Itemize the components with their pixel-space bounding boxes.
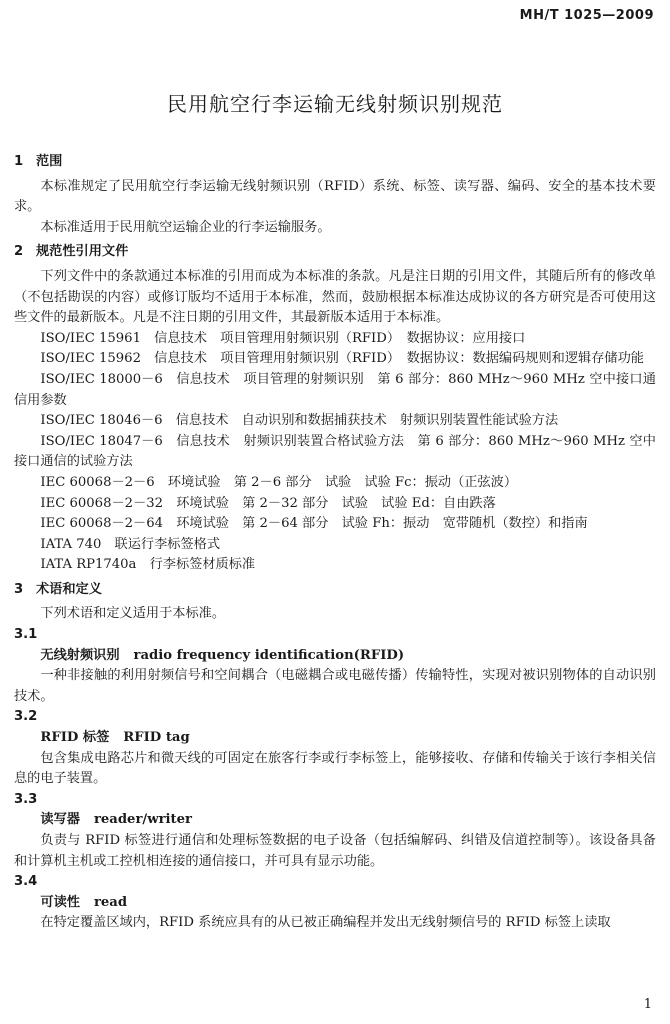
term-heading bbox=[14, 646, 656, 667]
term-english: RFID tag bbox=[123, 730, 190, 746]
term-chinese: 无线射频识别 bbox=[40, 647, 120, 663]
document-title: 民用航空行李运输无线射频识别规范 bbox=[167, 92, 503, 116]
section-heading-scope bbox=[14, 152, 656, 173]
reference-item: ISO/IEC 18046－6 信息技术 自动识别和数据捕获技术 射频识别装置性能试验方法 bbox=[40, 413, 559, 429]
document-body bbox=[14, 148, 656, 934]
paragraph: 下列术语和定义适用于本标准。 bbox=[40, 606, 226, 622]
paragraph: 本标准规定了民用航空行李运输无线射频识别（RFID）系统、标签、读写器、编码、安全的基本技术要求。 bbox=[14, 178, 656, 215]
term-chinese: 可读性 bbox=[40, 894, 80, 910]
term-heading bbox=[14, 728, 656, 749]
term-heading bbox=[14, 893, 656, 914]
term-number: 3.4 bbox=[14, 874, 38, 890]
term-chinese: 读写器 bbox=[40, 812, 80, 828]
term-heading bbox=[14, 810, 656, 831]
section-title: 术语和定义 bbox=[36, 581, 102, 597]
section-heading-terms-and-definitions bbox=[14, 580, 656, 601]
reference-item: IATA RP1740a 行李标签材质标准 bbox=[40, 557, 256, 573]
section-heading-normative-references bbox=[14, 242, 656, 263]
term-english: reader/writer bbox=[93, 812, 192, 828]
section-number: 3 bbox=[14, 581, 24, 597]
term-definition: 包含集成电路芯片和微天线的可固定在旅客行李或行李标签上，能够接收、存储和传输关于该行李相关信息的电子装置。 bbox=[14, 750, 656, 787]
reference-item: IEC 60068－2－64 环境试验 第 2－64 部分 试验 Fh：振动 宽带随机（数控）和指南 bbox=[40, 516, 588, 532]
reference-item: ISO/IEC 15961 信息技术 项目管理用射频识别（RFID） 数据协议：应用接口 bbox=[40, 330, 526, 346]
reference-item: IEC 60068－2－32 环境试验 第 2－32 部分 试验 试验 Ed：自由跌落 bbox=[40, 495, 496, 511]
term-chinese: RFID 标签 bbox=[40, 730, 110, 746]
section-title: 范围 bbox=[36, 154, 63, 169]
term-number: 3.1 bbox=[14, 627, 38, 643]
reference-item: IATA 740 联运行李标签格式 bbox=[40, 536, 221, 552]
term-number: 3.2 bbox=[14, 709, 38, 725]
section-number: 2 bbox=[14, 244, 24, 260]
term-definition: 负责与 RFID 标签进行通信和处理标签数据的电子设备（包括编解码、纠错及信道控制等）。该设备具备和计算机主机或工控机相连接的通信接口，并可具有显示功能。 bbox=[14, 833, 656, 869]
section-number: 1 bbox=[14, 154, 24, 169]
term-definition: 在特定覆盖区域内，RFID 系统应具有的从已被正确编程并发出无线射频信号的 RFID 标签上读取 bbox=[40, 915, 611, 931]
reference-item: ISO/IEC 15962 信息技术 项目管理用射频识别（RFID） 数据协议：数据编码规则和逻辑存储功能 bbox=[40, 351, 644, 367]
reference-item: IEC 60068－2－6 环境试验 第 2－6 部分 试验 试验 Fc：振动（正弦波） bbox=[40, 474, 518, 490]
standard-code: MH/T 1025—2009 bbox=[519, 8, 654, 23]
term-english: read bbox=[93, 894, 128, 910]
page-number: 1 bbox=[643, 997, 652, 1012]
section-title: 规范性引用文件 bbox=[36, 244, 129, 260]
term-definition: 一种非接触的利用射频信号和空间耦合（电磁耦合或电磁传播）传输特性，实现对被识别物体的自动识别技术。 bbox=[14, 668, 656, 704]
paragraph: 下列文件中的条款通过本标准的引用而成为本标准的条款。凡是注日期的引用文件，其随后所有的修改单（不包括勘误的内容）或修订版均不适用于本标准，然而，鼓励根据本标准达成协议的各方研究是否可使用这些文件的最新版本。凡是不注日期的引用文件，其最新版本适用于本标准。 bbox=[14, 268, 656, 326]
term-english: radio frequency identification(RFID) bbox=[133, 647, 405, 663]
reference-item: ISO/IEC 18047－6 信息技术 射频识别装置合格试验方法 第 6 部分：860 MHz～960 MHz 空中接口通信的试验方法 bbox=[14, 433, 656, 470]
reference-item: ISO/IEC 18000－6 信息技术 项目管理的射频识别 第 6 部分：860 MHz～960 MHz 空中接口通信用参数 bbox=[14, 371, 656, 408]
paragraph: 本标准适用于民用航空运输企业的行李运输服务。 bbox=[40, 219, 331, 235]
term-number: 3.3 bbox=[14, 791, 38, 807]
